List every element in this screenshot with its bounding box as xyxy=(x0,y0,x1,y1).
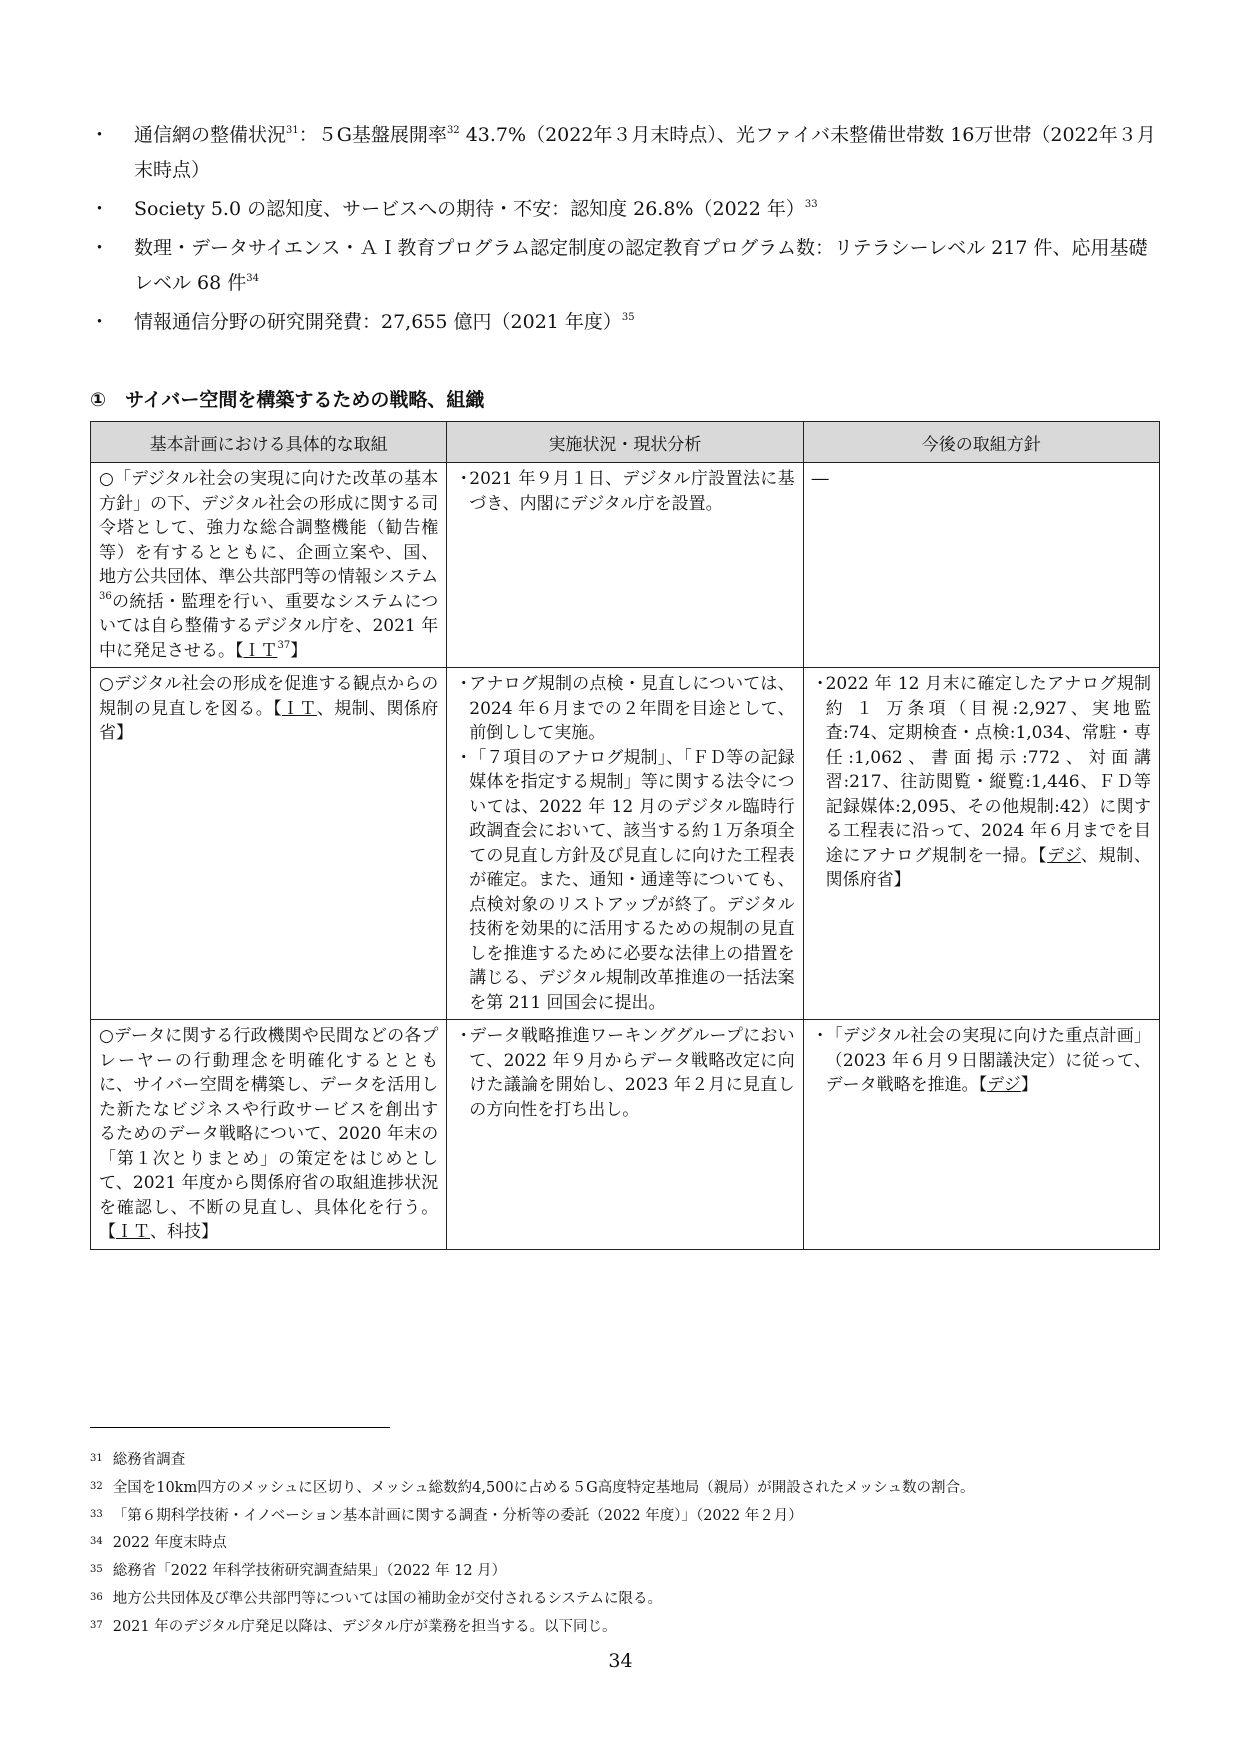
policy-item: ・ 2022 年 12 月末に確定したアナログ規制約 １ 万条項（目視:2,927、実地監査:74、定期検査・点検:1,034、常駐・専任:1,062、書面掲示:772、対面講習:217、往訪閲覧・縦覧:1,446、ＦＤ等記録媒体:2,095、その他規制:42）に関する工程表に沿って、2024 年６月までを目途にアナログ規制を一掃。【デジ、規制、関係府省】 xyxy=(811,674,1152,890)
status-cell xyxy=(447,463,803,668)
footnote-ref[interactable]: 32 xyxy=(446,125,460,136)
section-title: ① サイバー空間を構築するための戦略、組織 xyxy=(90,389,485,411)
ministry-tag: デジ xyxy=(1047,845,1081,866)
table-row xyxy=(91,1020,1160,1250)
footnote-divider xyxy=(90,1427,390,1428)
indicator-item: ・ 通信網の整備状況$^{31}$：５G基盤展開率$^{32}$ 43.7%（2022年３月末時点）、光ファイバ未整備世帯数 16万世帯（2022年３月末時点） xyxy=(90,118,1160,188)
policy-cell xyxy=(803,463,1159,668)
footnote: $^{32}$ 全国を10km四方のメッシュに区切り、メッシュ総数約4,500に占める５G高度特定基地局（親局）が開設されたメッシュ数の割合。 xyxy=(90,1479,975,1496)
policy-item: ― xyxy=(811,469,829,489)
plan-cell: ○データに関する行政機関や民間などの各プレーヤーの行動理念を明確化するとともに、サイバー空間を構築し、データを活用した新たなビジネスや行政サービスを創出するためのデータ戦略について、2020 年末の「第１次とりまとめ」の策定をはじめとして、2021 年度から関係府省の取組進捗状況を確認し、不断の見直し、具体化を行う。【ＩＴ、科技】 xyxy=(91,1020,447,1250)
indicator-item: ・ Society 5.0 の認知度、サービスへの期待・不安：認知度 26.8%（2022 年）$^{33}$ xyxy=(90,192,1160,227)
header-policy: 今後の取組方針 xyxy=(803,422,1159,463)
ministry-tag: ＩＴ xyxy=(243,640,278,661)
plan-cell: ○デジタル社会の形成を促進する観点からの規制の見直しを図る。【ＩＴ、規制、関係府省】 xyxy=(91,668,447,1020)
footnote: $^{31}$ 総務省調査 xyxy=(90,1452,186,1468)
bullet-marker: ・ xyxy=(90,237,110,259)
policy-cell xyxy=(803,668,1159,1020)
footnote: $^{35}$ 総務省「2022 年科学技術研究調査結果」（2022 年 12 月） xyxy=(90,1563,507,1580)
bullet-marker: ・ xyxy=(90,124,110,146)
indicator-item: ・ 数理・データサイエンス・ＡＩ教育プログラム認定制度の認定教育プログラム数：リテラシーレベル 217 件、応用基礎レベル 68 件$^{34}$ xyxy=(90,231,1160,301)
footnote: $^{37}$ 2021 年のデジタル庁発足以降は、デジタル庁が業務を担当する。以下同じ。 xyxy=(90,1618,617,1635)
ministry-tag: デジ xyxy=(987,1075,1021,1095)
footnote-ref[interactable]: 33 xyxy=(804,199,818,210)
indicator-list xyxy=(90,118,1160,344)
ministry-tag: ＩＴ xyxy=(116,1222,150,1242)
footnote-ref[interactable]: 35 xyxy=(621,312,635,323)
status-item: ・ データ戦略推進ワーキンググループにおいて、2022 年９月からデータ戦略改定に向けた議論を開始し、2023 年２月に見直しの方向性を打ち出し。 xyxy=(455,1026,795,1120)
footnote-ref[interactable]: 31 xyxy=(286,125,299,136)
footnote: $^{33}$ 「第６期科学技術・イノベーション基本計画に関する調査・分析等の委託（2022 年度）」（2022 年２月） xyxy=(90,1507,803,1524)
policy-cell xyxy=(803,1020,1159,1250)
table-header-row xyxy=(91,422,1160,463)
status-cell xyxy=(447,668,803,1020)
footnote-ref[interactable]: 34 xyxy=(246,273,259,284)
footnote-ref[interactable]: 36 xyxy=(99,590,112,602)
footnote: $^{36}$ 地方公共団体及び準公共部門等については国の補助金が交付されるシステムに限る。 xyxy=(90,1590,662,1607)
status-item: ・ 2021 年９月１日、デジタル庁設置法に基づき、内閣にデジタル庁を設置。 xyxy=(455,469,795,514)
status-item: ・ アナログ規制の点検・見直しについては、 2024 年６月までの２年間を目途として、前倒しして実施。 xyxy=(455,674,795,743)
measures-table xyxy=(90,421,1160,1250)
indicator-item: ・ 情報通信分野の研究開発費：27,655 億円（2021 年度）$^{35}$ xyxy=(90,305,1160,340)
header-plan: 基本計画における具体的な取組 xyxy=(91,422,447,463)
policy-item: ・ 「デジタル社会の実現に向けた重点計画」（2023 年６月９日閣議決定）に従って、データ戦略を推進。【デジ】 xyxy=(811,1026,1151,1095)
bullet-marker: ・ xyxy=(90,311,110,333)
ministry-tag: ＩＴ xyxy=(282,698,317,719)
footnote: $^{34}$ 2022 年度末時点 xyxy=(90,1535,227,1552)
header-status: 実施状況・現状分析 xyxy=(447,422,803,463)
footnotes xyxy=(90,1446,1160,1641)
table-row xyxy=(91,463,1160,668)
page-number: 34 xyxy=(608,1650,633,1672)
status-cell xyxy=(447,1020,803,1250)
footnote-ref[interactable]: 37 xyxy=(277,639,291,651)
bullet-marker: ・ xyxy=(90,198,110,220)
status-item: ・ 「７項目のアナログ規制」、「ＦＤ等の記録媒体を指定する規制」等に関する法令については、2022 年 12 月のデジタル臨時行政調査会において、該当する約１万条項全ての見直し方針及び見直しに向けた工程表が確定。また、通知・通達等についても、点検対象のリストアップが終了。デジタル技術を効果的に活用するための規制の見直しを推進するために必要な法律上の措置を講じる、デジタル規制改革推進の一括法案を第 211 回国会に提出。 xyxy=(455,747,795,1013)
plan-cell: ○「デジタル社会の実現に向けた改革の基本方針」の下、デジタル社会の形成に関する司令塔として、強力な総合調整機能（勧告権等）を有するとともに、企画立案や、国、地方公共団体、準公共部門等の情報システム$^{36}$の統括・監理を行い、重要なシステムについては自ら整備するデジタル庁を、2021 年中に発足させる。【ＩＴ$^{37}$】 xyxy=(91,463,447,668)
table-row xyxy=(91,668,1160,1020)
